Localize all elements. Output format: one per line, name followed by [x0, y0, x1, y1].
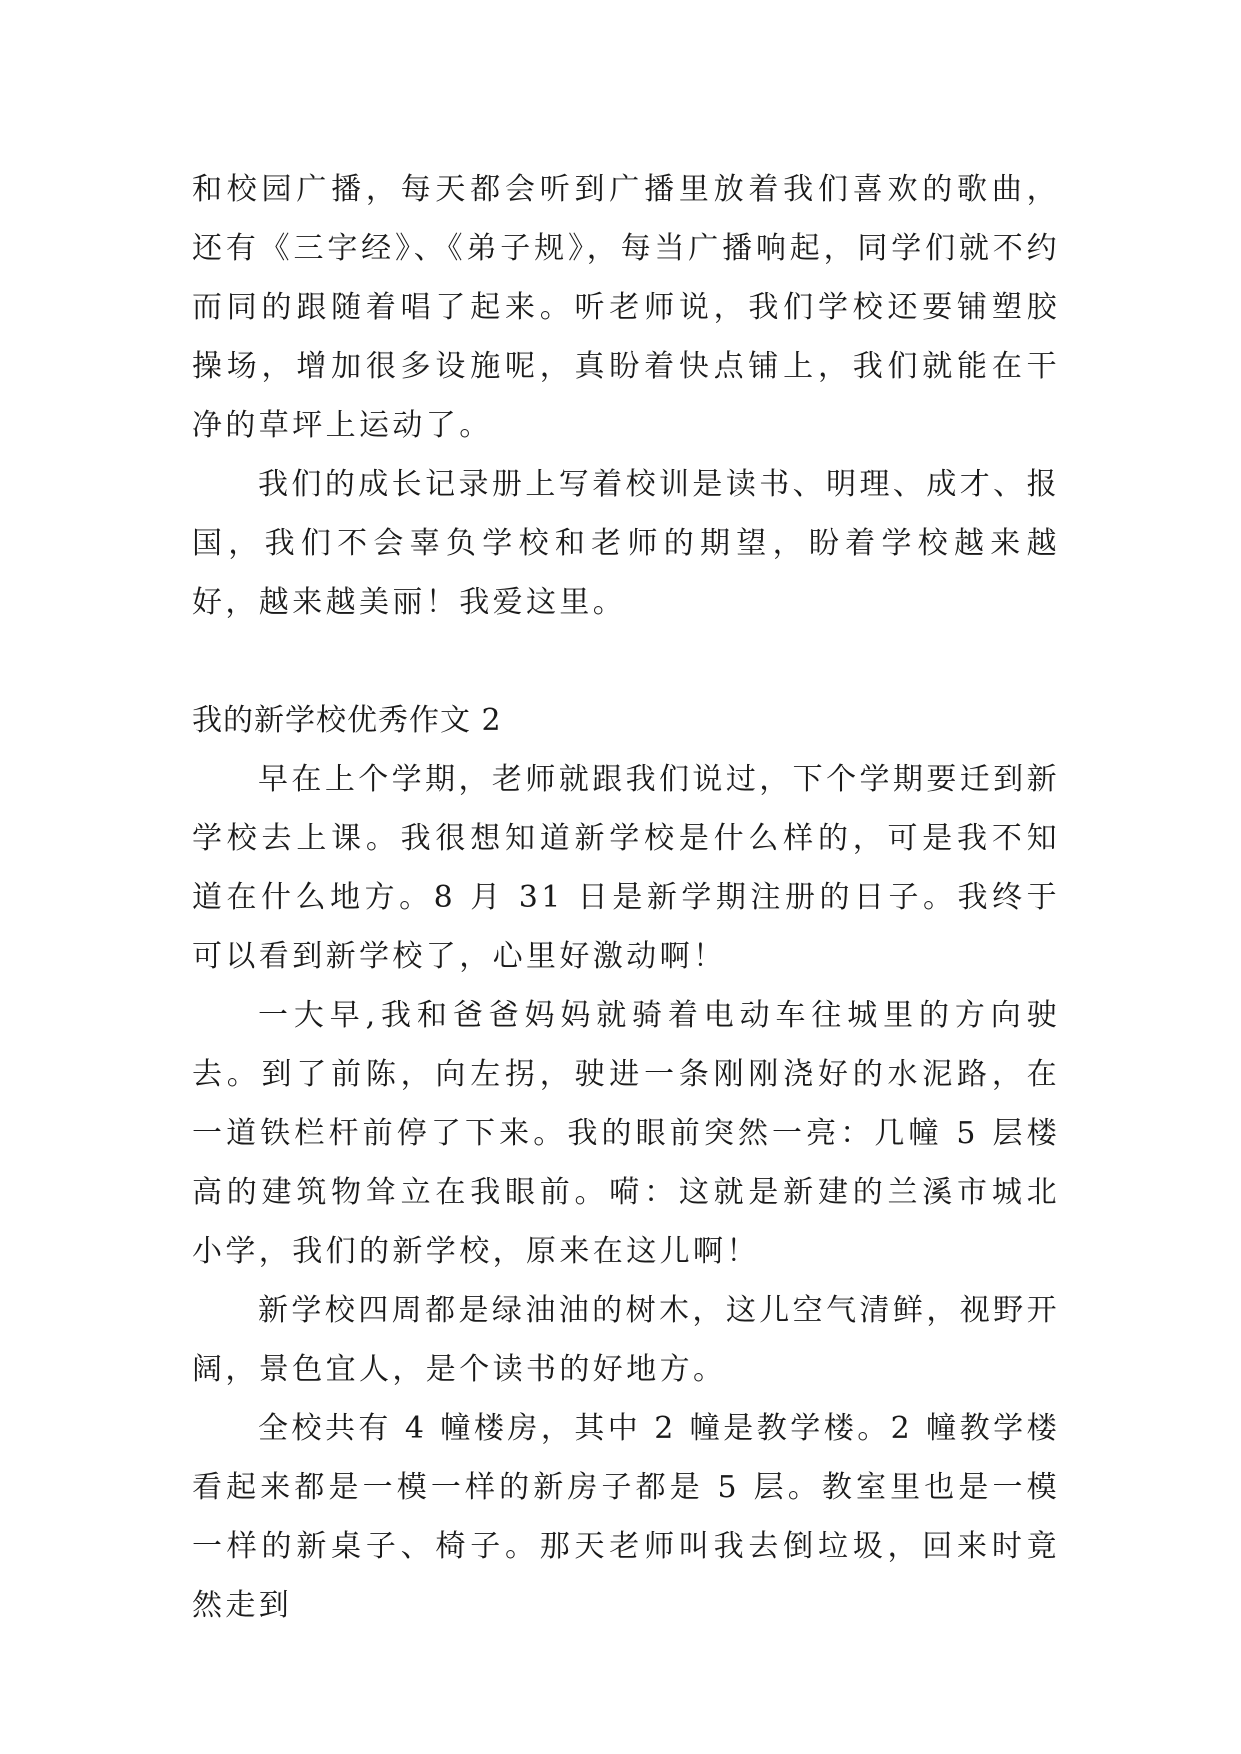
paragraph-early-morning: 一大早,我和爸爸妈妈就骑着电动车往城里的方向驶去。到了前陈，向左拐，驶进一条刚刚浇好的水泥路，在一道铁栏杆前停了下来。我的眼前突然一亮：几幢 5 层楼高的建筑物耸立在我眼前。嗬：这就是新建的兰溪市城北小学，我们的新学校，原来在这儿啊！: [192, 998, 1060, 1269]
paragraph-last-term: 早在上个学期，老师就跟我们说过，下个学期要迁到新学校去上课。我很想知道新学校是什么样的，可是我不知道在什么地方。8 月 31 日是新学期注册的日子。我终于可以看到新学校了，心里好激动啊！: [192, 762, 1060, 974]
section-spacer: [192, 632, 1060, 691]
paragraph-continued: 和校园广播，每天都会听到广播里放着我们喜欢的歌曲，还有《三字经》、《弟子规》，每当广播响起，同学们就不约而同的跟随着唱了起来。听老师说，我们学校还要铺塑胶操场，增加很多设施呢，真盼着快点铺上，我们就能在干净的草坪上运动了。: [192, 172, 1060, 443]
paragraph-buildings: 全校共有 4 幢楼房，其中 2 幢是教学楼。2 幢教学楼看起来都是一模一样的新房子都是 5 层。教室里也是一模一样的新桌子、椅子。那天老师叫我去倒垃圾，回来时竟然走到: [192, 1411, 1060, 1623]
document-page: [192, 160, 1060, 1635]
paragraph-surroundings: 新学校四周都是绿油油的树木，这儿空气清鲜，视野开阔，景色宜人，是个读书的好地方。: [192, 1293, 1060, 1387]
paragraph-school-motto: 我们的成长记录册上写着校训是读书、明理、成才、报国，我们不会辜负学校和老师的期望，盼着学校越来越好，越来越美丽！我爱这里。: [192, 467, 1060, 620]
section-title: 我的新学校优秀作文 2: [192, 703, 502, 738]
